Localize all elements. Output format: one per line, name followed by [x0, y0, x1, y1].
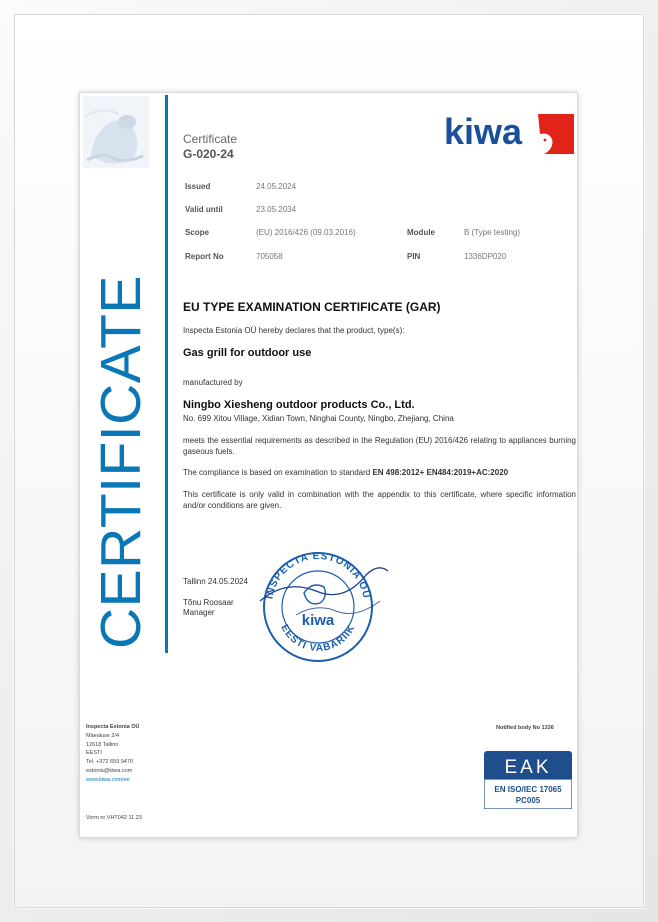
footer-country: EESTI — [86, 750, 102, 757]
official-stamp — [256, 545, 396, 665]
pin-label: PIN — [407, 252, 421, 261]
kiwa-logo — [440, 110, 574, 163]
footer-website-link[interactable]: www.kiwa.com/ee — [86, 776, 130, 783]
eak-code: PC005 — [515, 796, 541, 805]
beaver-watermark-icon — [83, 96, 149, 168]
report-no-value: 705058 — [256, 252, 283, 261]
footer-company: Inspecta Estonia OÜ — [86, 724, 140, 730]
manufacturer-name: Ningbo Xiesheng outdoor products Co., Ltd. — [183, 399, 415, 411]
signer-name: Tõnu Roosaar — [183, 598, 234, 607]
scope-label: Scope — [185, 228, 210, 237]
compliance-standard: EN 498:2012+ EN484:2019+AC:2020 — [372, 468, 509, 477]
form-number: Vorm nr VHT042 11.23 — [86, 815, 142, 821]
place-date: Tallinn 24.05.2024 — [183, 577, 248, 586]
module-value: B (Type testing) — [464, 228, 521, 237]
footer-address — [86, 723, 140, 785]
certificate-title: EU TYPE EXAMINATION CERTIFICATE (GAR) — [183, 300, 441, 314]
footer-postal: 12618 Tallinn — [86, 741, 119, 748]
product-name: Gas grill for outdoor use — [183, 347, 312, 359]
validity-paragraph: This certificate is only valid in combination with the appendix to this certificate, where specific information and/or conditions are given. — [183, 490, 576, 510]
accent-rule — [165, 95, 168, 653]
footer-phone: Tel. +372 659 9470 — [86, 759, 133, 766]
certificate-label: Certificate — [183, 132, 238, 146]
certificate-number: G-020-24 — [183, 147, 234, 161]
issued-value: 24.05.2024 — [256, 182, 297, 191]
valid-until-label: Valid until — [185, 205, 223, 214]
compliance-paragraph — [183, 468, 576, 479]
compliance-prefix: The compliance is based on examination to standard — [183, 468, 373, 477]
stamp-top-text: INSPECTA ESTONIA OÜ — [264, 550, 372, 600]
manufactured-by-text: manufactured by — [183, 378, 243, 387]
pin-value: 1336DP020 — [464, 252, 507, 261]
scope-value: (EU) 2016/426 (09.03.2016) — [256, 228, 356, 237]
stamp-logo-text: kiwa — [301, 612, 335, 629]
eak-text: EAK — [504, 757, 552, 778]
requirements-paragraph: meets the essential requirements as described in the Regulation (EU) 2016/426 relating to appliances burning gaseous fuels. — [183, 436, 576, 456]
kiwa-logo-icon — [440, 110, 574, 158]
certificate-page — [80, 93, 577, 837]
module-label: Module — [407, 228, 435, 237]
eak-logo-icon — [484, 751, 572, 809]
footer-street: Mäealuse 2/4 — [86, 732, 120, 739]
declaration-text: Inspecta Estonia OÜ hereby declares that the product, type(s): — [183, 326, 405, 335]
manufacturer-address: No. 699 Xitou Village, Xidian Town, Ninghai County, Ningbo, Zhejiang, China — [183, 414, 454, 423]
footer-email[interactable]: estonia@kiwa.com — [86, 767, 133, 774]
issued-label: Issued — [185, 182, 211, 191]
eak-standard: EN ISO/IEC 17065 — [494, 785, 562, 794]
report-no-label: Report No — [185, 252, 224, 261]
kiwa-logo-text: kiwa — [444, 111, 523, 152]
notified-body: Notified body No 1336 — [496, 725, 554, 731]
certificate-vertical-title: CERTIFICATE — [89, 275, 153, 649]
signer-title: Manager — [183, 608, 215, 617]
valid-until-value: 23.05.2034 — [256, 205, 297, 214]
eak-accreditation-badge — [484, 751, 572, 809]
stamp-bottom-text: EESTI VABARIIK — [278, 622, 358, 655]
